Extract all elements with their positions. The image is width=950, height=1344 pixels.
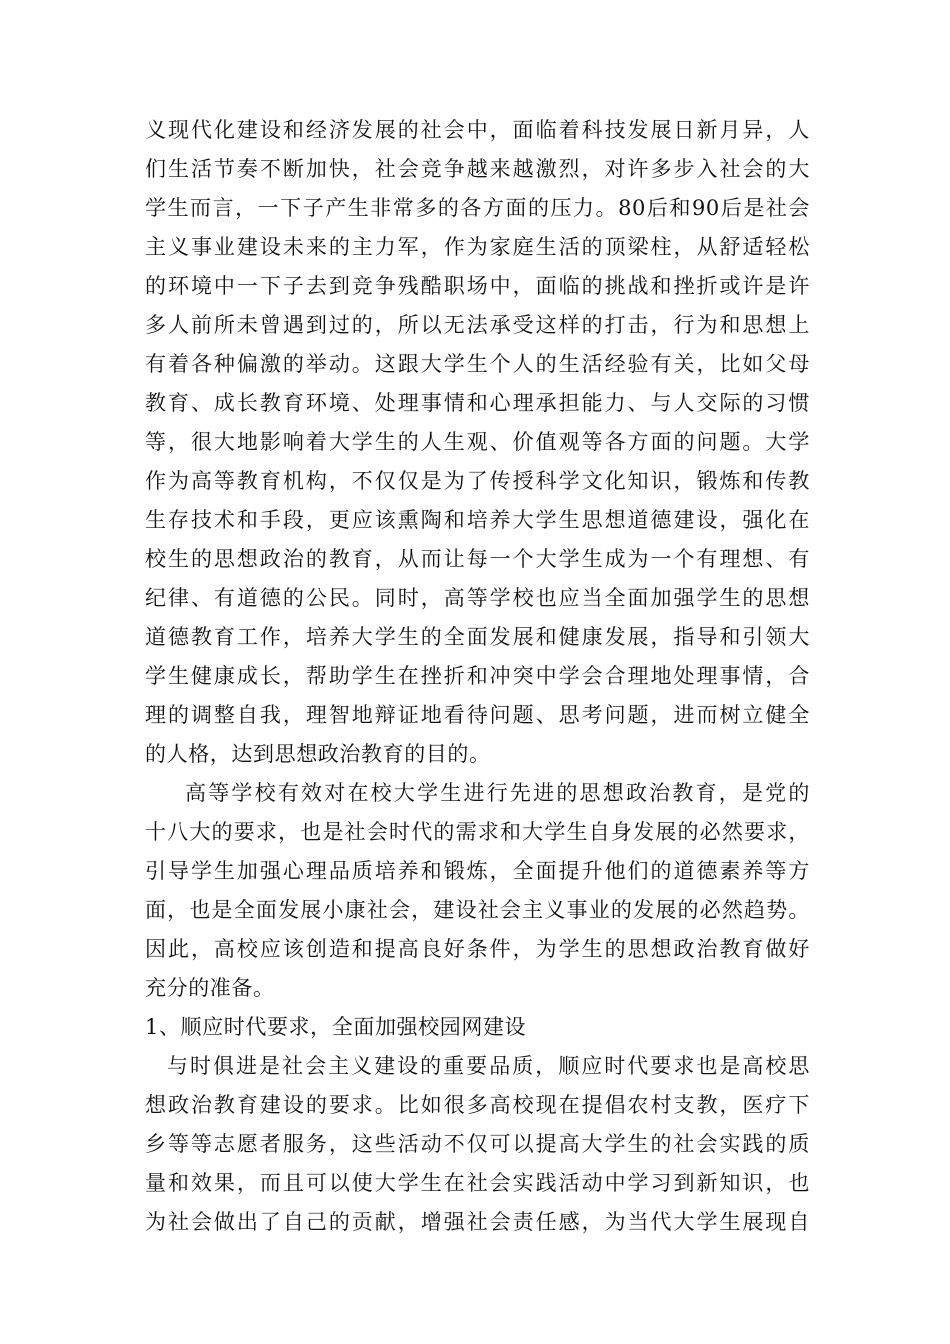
section-heading: 1、顺应时代要求，全面加强校园网建设 (145, 1015, 527, 1039)
text-line: 量和效果，而且可以使大学生在社会实践活动中学习到新知识，也 (145, 1171, 810, 1195)
text-line: 学生健康成长，帮助学生在挫折和冲突中学会合理地处理事情，合 (145, 664, 810, 688)
paragraph-first-line: 高等学校有效对在校大学生进行先进的思想政治教育，是党的 (185, 781, 810, 805)
text-line: 有着各种偏激的举动。这跟大学生个人的生活经验有关，比如父母 (145, 352, 810, 376)
text-line: 的人格，达到思想政治教育的目的。 (145, 742, 491, 766)
text-line: 义现代化建设和经济发展的社会中，面临着科技发展日新月异，人 (145, 118, 810, 142)
text-line: 多人前所未曾遇到过的，所以无法承受这样的打击，行为和思想上 (145, 313, 810, 337)
text-line: 等，很大地影响着大学生的人生观、价值观等各方面的问题。大学 (145, 430, 810, 454)
text-line: 的环境中一下子去到竞争残酷职场中，面临的挑战和挫折或许是许 (145, 274, 810, 298)
text-line: 纪律、有道德的公民。同时，高等学校也应当全面加强学生的思想 (145, 586, 810, 610)
text-line: 生存技术和手段，更应该熏陶和培养大学生思想道德建设，强化在 (145, 508, 810, 532)
text-line: 教育、成长教育环境、处理事情和心理承担能力、与人交际的习惯 (145, 391, 810, 415)
text-line: 引导学生加强心理品质培养和锻炼，全面提升他们的道德素养等方 (145, 859, 810, 883)
text-line: 道德教育工作，培养大学生的全面发展和健康发展，指导和引领大 (145, 625, 810, 649)
body-text (145, 111, 810, 1242)
text-line: 想政治教育建设的要求。比如很多高校现在提倡农村支教，医疗下 (145, 1093, 810, 1117)
text-line: 主义事业建设未来的主力军，作为家庭生活的顶梁柱，从舒适轻松 (145, 235, 810, 259)
text-line: 因此，高校应该创造和提高良好条件，为学生的思想政治教育做好 (145, 937, 810, 961)
text-line: 十八大的要求，也是社会时代的需求和大学生自身发展的必然要求， (145, 820, 810, 844)
text-line: 乡等等志愿者服务，这些活动不仅可以提高大学生的社会实践的质 (145, 1132, 810, 1156)
text-line: 校生的思想政治的教育，从而让每一个大学生成为一个有理想、有 (145, 547, 810, 571)
text-line: 作为高等教育机构，不仅仅是为了传授科学文化知识，锻炼和传教 (145, 469, 810, 493)
paragraph-first-line: 与时俱进是社会主义建设的重要品质，顺应时代要求也是高校思 (167, 1054, 810, 1078)
text-line: 理的调整自我，理智地辩证地看待问题、思考问题，进而树立健全 (145, 703, 810, 727)
text-line: 为社会做出了自己的贡献，增强社会责任感，为当代大学生展现自 (145, 1210, 810, 1234)
text-line: 们生活节奏不断加快，社会竞争越来越激烈，对许多步入社会的大 (145, 157, 810, 181)
text-line: 面，也是全面发展小康社会，建设社会主义事业的发展的必然趋势。 (145, 898, 810, 922)
text-line: 充分的准备。 (145, 976, 275, 1000)
text-line: 学生而言，一下子产生非常多的各方面的压力。80后和90后是社会 (145, 196, 810, 220)
